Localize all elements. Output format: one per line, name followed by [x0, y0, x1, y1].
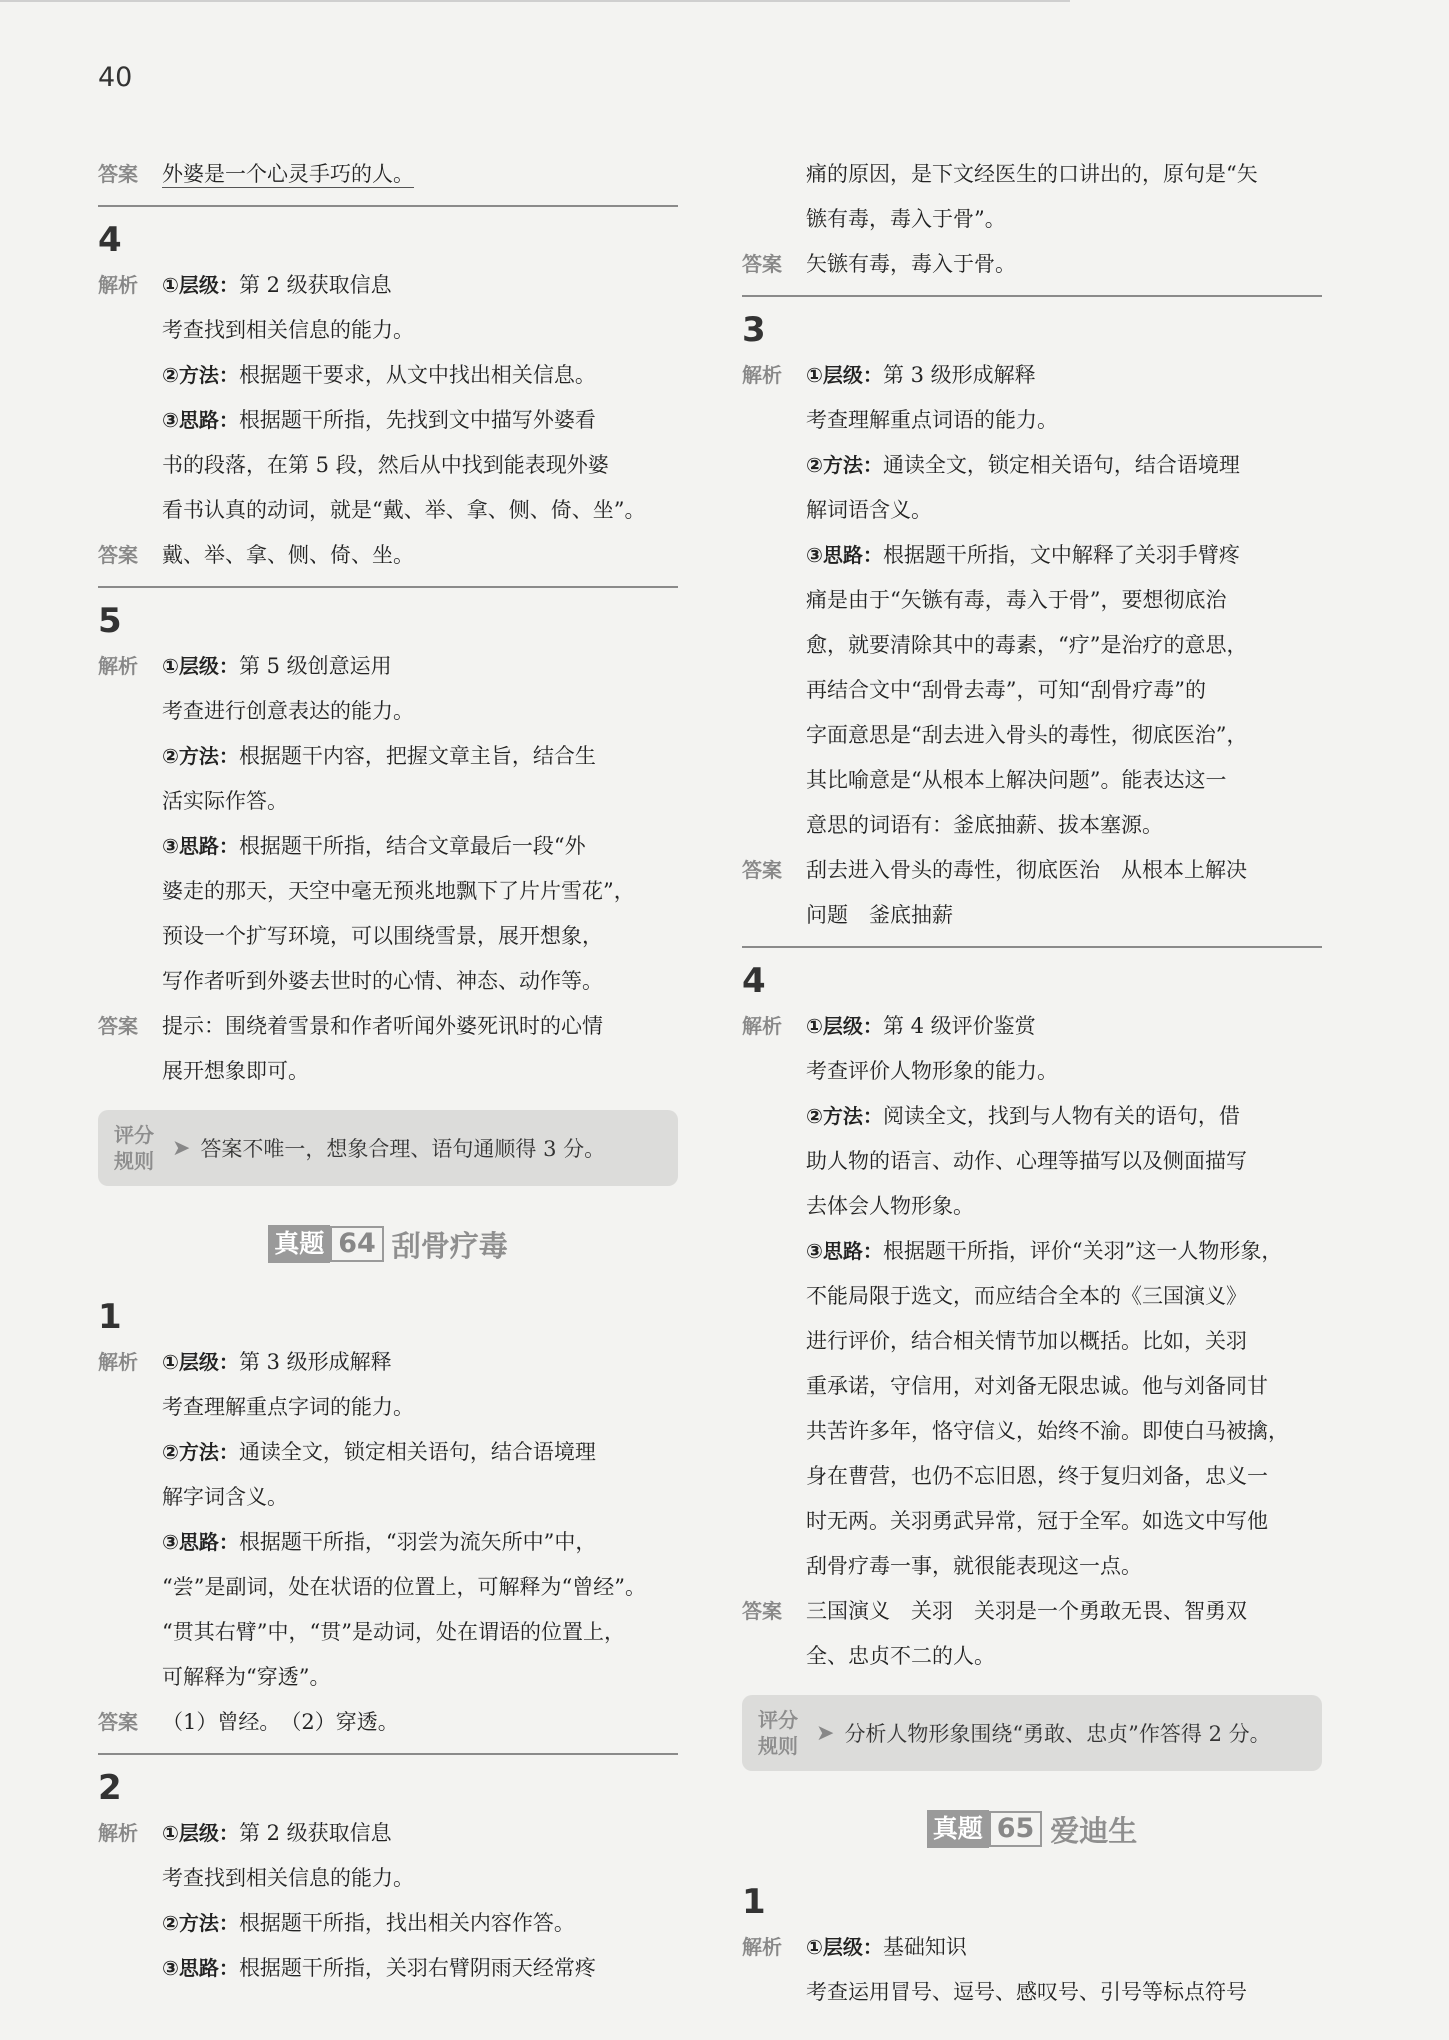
method-label: ②方法： [162, 1911, 239, 1935]
method-text: 根据题干所指，找出相关内容作答。 [238, 1911, 575, 1935]
answer-text: 展开想象即可。 [162, 1059, 309, 1083]
answer-row [742, 1589, 1322, 1679]
level-label: ①层级： [806, 363, 883, 387]
answer-text: （1）曾经。 （2）穿透。 [162, 1710, 399, 1734]
thinking-label: ③思路： [806, 1239, 883, 1263]
title-text: 爱迪生 [1050, 1813, 1138, 1848]
thinking-label: ③思路： [162, 408, 239, 432]
title-number: 64 [330, 1226, 384, 1262]
analysis-tag: 解析 [98, 1350, 138, 1374]
thinking-text: 愈，就要清除其中的毒素，“疗”是治疗的意思， [806, 633, 1248, 657]
thinking-text: 身在曹营，也仍不忘旧恩，终于复归刘备，忠义一 [806, 1464, 1268, 1488]
level-text: 第 2 级获取信息 [238, 1821, 392, 1845]
thinking-text: “贯其右臂”中，“贯”是动词，处在谓语的位置上， [162, 1620, 625, 1644]
rubric-text: 分析人物形象围绕“勇敢、忠贞”作答得 2 分。 [844, 1722, 1271, 1746]
separator [98, 586, 678, 588]
thinking-label: ③思路： [162, 834, 239, 858]
answer-tag: 答案 [98, 1710, 138, 1734]
level-desc: 考查理解重点字词的能力。 [162, 1395, 414, 1419]
separator [98, 205, 678, 207]
section-title [98, 1224, 678, 1264]
level-text: 基础知识 [882, 1935, 967, 1959]
answer-tag: 答案 [98, 162, 138, 186]
method-label: ②方法： [162, 363, 239, 387]
level-label: ①层级： [162, 654, 239, 678]
thinking-text: 字面意思是“刮去进入骨头的毒性，彻底医治”， [806, 723, 1248, 747]
thinking-text: 根据题干所指，“羽尝为流矢所中”中， [238, 1530, 597, 1554]
thinking-text: 可解释为“穿透”。 [162, 1665, 331, 1689]
method-label: ②方法： [162, 1440, 239, 1464]
method-text: 助人物的语言、动作、心理等描写以及侧面描写 [806, 1149, 1247, 1173]
answer-tag: 答案 [98, 1014, 138, 1038]
thinking-label: ③思路： [162, 1956, 239, 1980]
page-number: 40 [98, 62, 133, 93]
analysis-tag: 解析 [98, 654, 138, 678]
thinking-text: 其比喻意是“从根本上解决问题”。能表达这一 [806, 768, 1227, 792]
question-number: 5 [98, 601, 122, 641]
method-label: ②方法： [806, 1104, 883, 1128]
method-text: 活实际作答。 [162, 789, 288, 813]
thinking-text: 根据题干所指，文中解释了关羽手臂疼 [882, 543, 1240, 567]
answer-text: 提示：围绕着雪景和作者听闻外婆死讯时的心情 [162, 1014, 603, 1038]
thinking-text: 再结合文中“刮骨去毒”，可知“刮骨疗毒”的 [806, 678, 1206, 702]
answer-text: 外婆是一个心灵手巧的人。 [162, 162, 414, 186]
level-text: 第 5 级创意运用 [238, 654, 392, 678]
analysis-tag: 解析 [742, 1014, 782, 1038]
method-text: 根据题干要求，从文中找出相关信息。 [238, 363, 596, 387]
separator [742, 946, 1322, 948]
answer-tag: 答案 [742, 1599, 782, 1623]
answer-text: 刮去进入骨头的毒性，彻底医治 从根本上解决 [806, 858, 1247, 882]
analysis-tag: 解析 [98, 273, 138, 297]
analysis-row [742, 1004, 1322, 1589]
level-label: ①层级： [162, 1821, 239, 1845]
answer-row [98, 1004, 678, 1094]
level-desc: 考查进行创意表达的能力。 [162, 699, 414, 723]
thinking-text: 共苦许多年，恪守信义，始终不渝。即使白马被擒， [806, 1419, 1289, 1443]
thinking-label: ③思路： [806, 543, 883, 567]
method-text: 去体会人物形象。 [806, 1194, 974, 1218]
answer-text: 问题 釜底抽薪 [806, 903, 953, 927]
thinking-text: 写作者听到外婆去世时的心情、神态、动作等。 [162, 969, 603, 993]
level-text: 第 4 级评价鉴赏 [882, 1014, 1036, 1038]
thinking-text: 看书认真的动词，就是“戴、举、拿、侧、倚、坐”。 [162, 498, 646, 522]
answer-text: 三国演义 关羽 关羽是一个勇敢无畏、智勇双 [806, 1599, 1247, 1623]
thinking-text: 根据题干所指，评价“关羽”这一人物形象， [882, 1239, 1283, 1263]
level-label: ①层级： [162, 273, 239, 297]
right-column [742, 152, 1322, 2015]
answer-row [98, 1700, 678, 1745]
answer-row [742, 848, 1322, 938]
arrow-icon: ➤ [816, 1720, 835, 1746]
thinking-text: 根据题干所指，关羽右臂阴雨天经常疼 [238, 1956, 596, 1980]
analysis-row [98, 644, 678, 1004]
question-number: 1 [98, 1297, 122, 1337]
continued-text: 镞有毒，毒入于骨”。 [806, 207, 1006, 231]
method-text: 根据题干内容，把握文章主旨，结合生 [238, 744, 596, 768]
method-label: ②方法： [806, 453, 883, 477]
answer-row [98, 152, 678, 197]
thinking-text: 书的段落，在第 5 段，然后从中找到能表现外婆 [162, 453, 609, 477]
thinking-text: 进行评价，结合相关情节加以概括。比如，关羽 [806, 1329, 1247, 1353]
title-prefix: 真题 [268, 1225, 330, 1263]
question-number: 1 [742, 1882, 766, 1922]
level-desc: 考查找到相关信息的能力。 [162, 1866, 414, 1890]
scoring-rubric [742, 1695, 1322, 1771]
question-number: 4 [98, 220, 122, 260]
thinking-text: 痛是由于“矢镞有毒，毒入于骨”，要想彻底治 [806, 588, 1227, 612]
analysis-row [98, 263, 678, 533]
level-text: 第 2 级获取信息 [238, 273, 392, 297]
section-title [742, 1809, 1322, 1849]
title-prefix: 真题 [927, 1810, 989, 1848]
rubric-label: 评分 规则 [114, 1123, 154, 1173]
level-text: 第 3 级形成解释 [882, 363, 1036, 387]
level-text: 第 3 级形成解释 [238, 1350, 392, 1374]
title-number: 65 [989, 1811, 1043, 1847]
thinking-text: 刮骨疗毒一事，就很能表现这一点。 [806, 1554, 1142, 1578]
thinking-text: “尝”是副词，处在状语的位置上，可解释为“曾经”。 [162, 1575, 646, 1599]
level-label: ①层级： [806, 1935, 883, 1959]
arrow-icon: ➤ [172, 1135, 191, 1161]
method-text: 阅读全文，找到与人物有关的语句，借 [882, 1104, 1240, 1128]
thinking-text: 时无两。关羽勇武异常，冠于全军。如选文中写他 [806, 1509, 1268, 1533]
method-text: 解字词含义。 [162, 1485, 288, 1509]
level-desc: 考查运用冒号、逗号、感叹号、引号等标点符号 [806, 1980, 1247, 2004]
answer-tag: 答案 [742, 858, 782, 882]
continued-text: 痛的原因，是下文经医生的口讲出的，原句是“矢 [806, 162, 1258, 186]
thinking-text: 预设一个扩写环境，可以围绕雪景，展开想象， [162, 924, 603, 948]
analysis-row [98, 1340, 678, 1700]
level-desc: 考查找到相关信息的能力。 [162, 318, 414, 342]
rubric-label: 评分 规则 [758, 1708, 798, 1758]
thinking-text: 重承诺，守信用，对刘备无限忠诚。他与刘备同甘 [806, 1374, 1268, 1398]
top-border [0, 0, 1070, 2]
level-label: ①层级： [806, 1014, 883, 1038]
thinking-text: 不能局限于选文，而应结合全本的《三国演义》 [806, 1284, 1247, 1308]
answer-tag: 答案 [98, 543, 138, 567]
thinking-text: 意思的词语有：釜底抽薪、拔本塞源。 [806, 813, 1163, 837]
answer-text: 矢镞有毒，毒入于骨。 [806, 252, 1016, 276]
rubric-text: 答案不唯一，想象合理、语句通顺得 3 分。 [200, 1137, 606, 1161]
scoring-rubric [98, 1110, 678, 1186]
left-column [98, 152, 678, 1991]
title-text: 刮骨疗毒 [391, 1228, 508, 1263]
separator [742, 295, 1322, 297]
analysis-row [742, 1925, 1322, 2015]
separator [98, 1753, 678, 1755]
method-text: 通读全文，锁定相关语句，结合语境理 [882, 453, 1240, 477]
answer-row [742, 242, 1322, 287]
thinking-text: 根据题干所指，结合文章最后一段“外 [238, 834, 586, 858]
analysis-tag: 解析 [742, 363, 782, 387]
answer-text: 戴、举、拿、侧、倚、坐。 [162, 543, 414, 567]
answer-text: 全、忠贞不二的人。 [806, 1644, 995, 1668]
answer-tag: 答案 [742, 252, 782, 276]
thinking-label: ③思路： [162, 1530, 239, 1554]
method-text: 通读全文，锁定相关语句，结合语境理 [238, 1440, 596, 1464]
question-number: 4 [742, 961, 766, 1001]
thinking-text: 婆走的那天，天空中毫无预兆地飘下了片片雪花”， [162, 879, 635, 903]
question-number: 2 [98, 1768, 122, 1808]
answer-row [98, 533, 678, 578]
level-desc: 考查评价人物形象的能力。 [806, 1059, 1058, 1083]
method-label: ②方法： [162, 744, 239, 768]
analysis-row [742, 353, 1322, 848]
level-label: ①层级： [162, 1350, 239, 1374]
method-text: 解词语含义。 [806, 498, 932, 522]
level-desc: 考查理解重点词语的能力。 [806, 408, 1058, 432]
thinking-text: 根据题干所指，先找到文中描写外婆看 [238, 408, 596, 432]
question-number: 3 [742, 310, 766, 350]
analysis-row [98, 1811, 678, 1991]
analysis-tag: 解析 [98, 1821, 138, 1845]
analysis-tag: 解析 [742, 1935, 782, 1959]
